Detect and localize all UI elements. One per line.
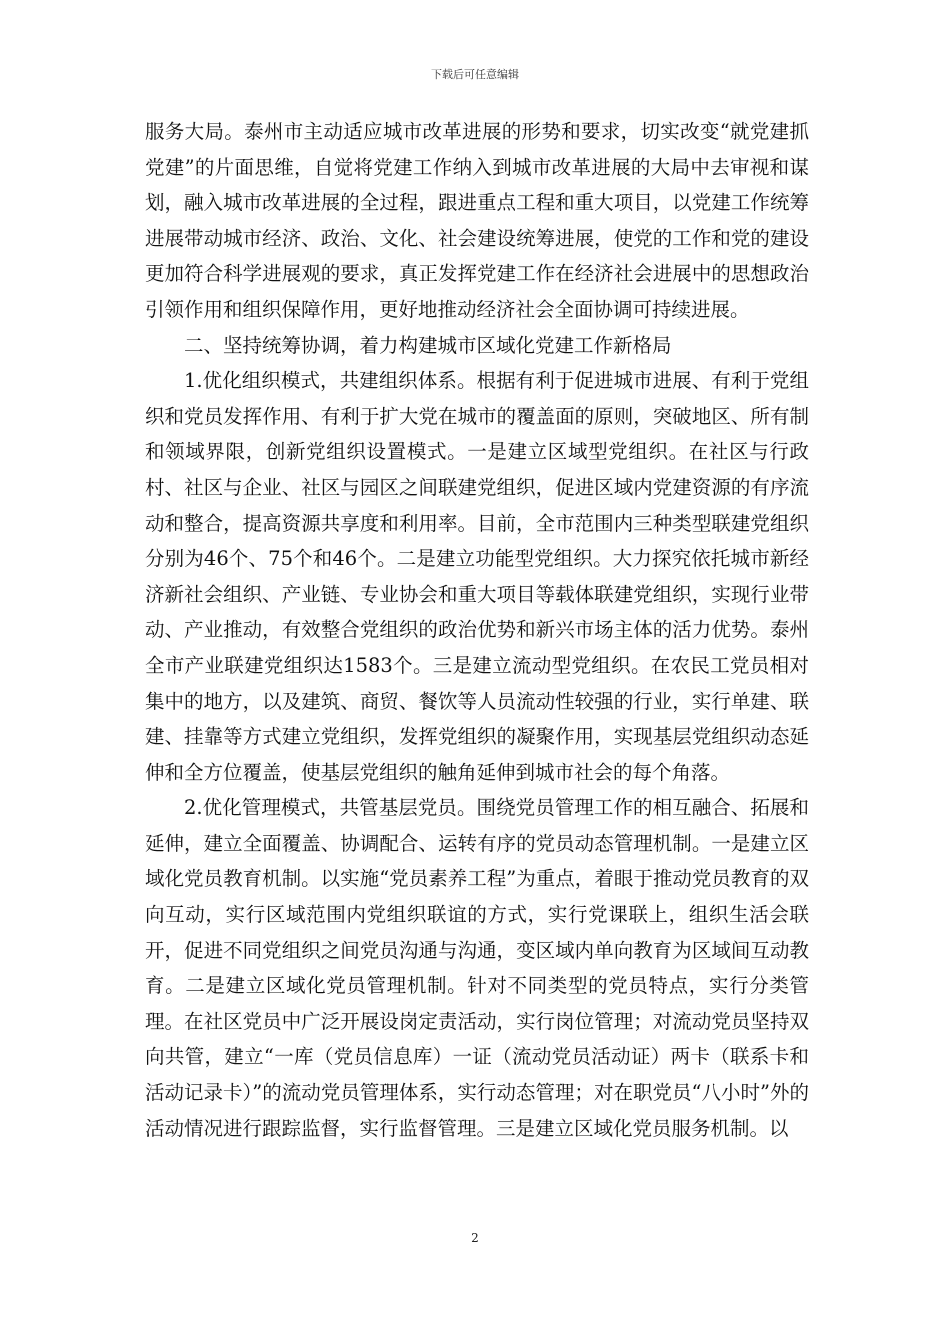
page-number: 2 [471,1231,479,1245]
paragraph: 服务大局。泰州市主动适应城市改革进展的形势和要求，切实改变“就党建抓党建”的片面思维，自觉将党建工作纳入到城市改革进展的大局中去审视和谋划，融入城市改革进展的全过程，跟进重点工程和重大项目，以党建工作统筹进展带动城市经济、政治、文化、社会建设统筹进展，使党的工作和党的建设更加符合科学进展观的要求，真正发挥党建工作在经济社会进展中的思想政治引领作用和组织保障作用，更好地推动经济社会全面协调可持续进展。 [145,120,809,321]
page-header: 下载后可任意编辑 [431,68,519,81]
paragraph: 2.优化管理模式，共管基层党员。围绕党员管理工作的相互融合、拓展和延伸，建立全面覆盖、协调配合、运转有序的党员动态管理机制。一是建立区域化党员教育机制。以实施“党员素养工程”为重点，着眼于推动党员教育的双向互动，实行区域范围内党组织联谊的方式，实行党课联上，组织生活会联开，促进不同党组织之间党员沟通与沟通，变区域内单向教育为区域间互动教育。二是建立区域化党员管理机制。针对不同类型的党员特点，实行分类管理。在社区党员中广泛开展设岗定责活动，实行岗位管理；对流动党员坚持双向共管，建立“一库（党员信息库）一证（流动党员活动证）两卡（联系卡和活动记录卡）”的流动党员管理体系，实行动态管理；对在职党员“八小时”外的活动情况进行跟踪监督，实行监督管理。三是建立区域化党员服务机制。以 [145,796,809,1140]
section-heading: 二、坚持统筹协调，着力构建城市区域化党建工作新格局 [184,333,672,357]
document-body [145,114,809,1146]
paragraph: 1.优化组织模式，共建组织体系。根据有利于促进城市进展、有利于党组织和党员发挥作用、有利于扩大党在城市的覆盖面的原则，突破地区、所有制和领域界限，创新党组织设置模式。一是建立区域型党组织。在社区与行政村、社区与企业、社区与园区之间联建党组织，促进区域内党建资源的有序流动和整合，提高资源共享度和利用率。目前，全市范围内三种类型联建党组织分别为46个、75个和46个。二是建立功能型党组织。大力探究依托城市新经济新社会组织、产业链、专业协会和重大项目等载体联建党组织，实现行业带动、产业推动，有效整合党组织的政治优势和新兴市场主体的活力优势。泰州全市产业联建党组织达1583个。三是建立流动型党组织。在农民工党员相对集中的地方，以及建筑、商贸、餐饮等人员流动性较强的行业，实行单建、联建、挂靠等方式建立党组织，发挥党组织的凝聚作用，实现基层党组织动态延伸和全方位覆盖，使基层党组织的触角延伸到城市社会的每个角落。 [145,369,809,784]
